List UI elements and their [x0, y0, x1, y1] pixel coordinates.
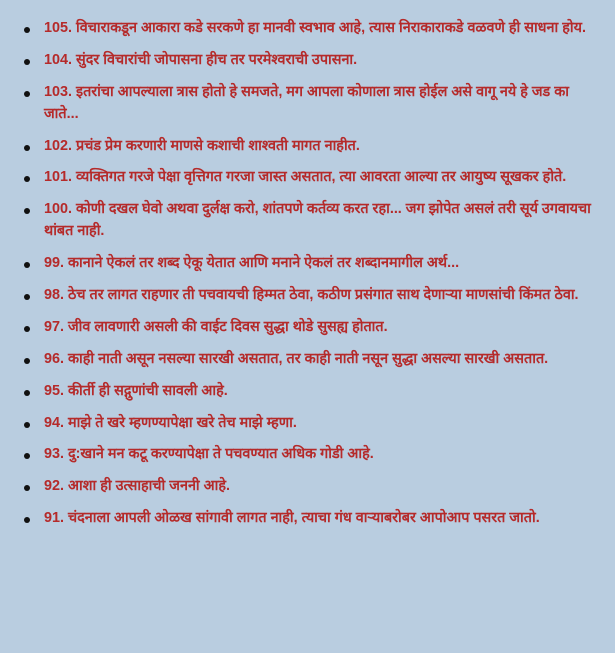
list-item [18, 285, 593, 307]
quote-list [18, 18, 593, 530]
list-item [18, 82, 593, 126]
list-item [18, 167, 593, 189]
list-item [18, 136, 593, 158]
quote-text: 100. कोणी दखल घेवो अथवा दुर्लक्ष करो, शांतपणे कर्तव्य करत रहा... जग झोपेत असलं तरी सूर्य उगवायचा थांबत नाही. [44, 201, 591, 240]
list-item [18, 476, 593, 498]
quote-text: 99. कानाने ऐकलं तर शब्द ऐकू येतात आणि मनाने ऐकलं तर शब्दानमागील अर्थ... [44, 255, 460, 272]
quote-text: 92. आशा ही उत्साहाची जननी आहे. [44, 478, 231, 495]
quote-text: 104. सुंदर विचारांची जोपासना हीच तर परमेश्वराची उपासना. [44, 51, 358, 68]
quote-text: 101. व्यक्तिगत गरजे पेक्षा वृत्तिगत गरजा जास्त असतात, त्या आवरता आल्या तर आयुष्य सूखकर होते. [44, 169, 567, 186]
quote-text: 98. ठेच तर लागत राहणार ती पचवायची हिम्मत ठेवा, कठीण प्रसंगात साथ देणाऱ्या माणसांची किंमत ठेवा. [44, 287, 579, 304]
list-item [18, 199, 593, 243]
list-item [18, 317, 593, 339]
quote-text: 95. कीर्ती ही सद्गुणांची सावली आहे. [44, 382, 228, 399]
quote-text: 103. इतरांचा आपल्याला त्रास होतो हे समजते, मग आपला कोणाला त्रास होईल असे वागू नये हे जड का जाते... [44, 83, 570, 122]
list-item [18, 444, 593, 466]
list-item [18, 508, 593, 530]
list-item [18, 413, 593, 435]
list-item [18, 18, 593, 40]
list-item [18, 349, 593, 371]
quote-text: 105. विचाराकडून आकारा कडे सरकणे हा मानवी स्वभाव आहे, त्यास निराकाराकडे वळवणे ही साधना होय. [44, 20, 586, 36]
quote-text: 102. प्रचंड प्रेम करणारी माणसे कशाची शाश्वती मागत नाहीत. [44, 137, 360, 154]
quote-text: 96. काही नाती असून नसल्या सारखी असतात, तर काही नाती नसून सुद्धा असल्या सारखी असतात. [44, 350, 549, 367]
quote-text: 97. जीव लावणारी असली की वाईट दिवस सुद्धा थोडे सुसह्य होतात. [44, 318, 388, 335]
list-item [18, 253, 593, 275]
list-item [18, 50, 593, 72]
quote-text: 91. चंदनाला आपली ओळख सांगावी लागत नाही, त्याचा गंध वाऱ्याबरोबर आपोआप पसरत जातो. [44, 510, 540, 527]
quote-text: 94. माझे ते खरे म्हणण्यापेक्षा खरे तेच माझे म्हणा. [44, 414, 297, 431]
quote-text: 93. दु:खाने मन कटू करण्यापेक्षा ते पचवण्यात अधिक गोडी आहे. [44, 446, 374, 463]
list-item [18, 381, 593, 403]
